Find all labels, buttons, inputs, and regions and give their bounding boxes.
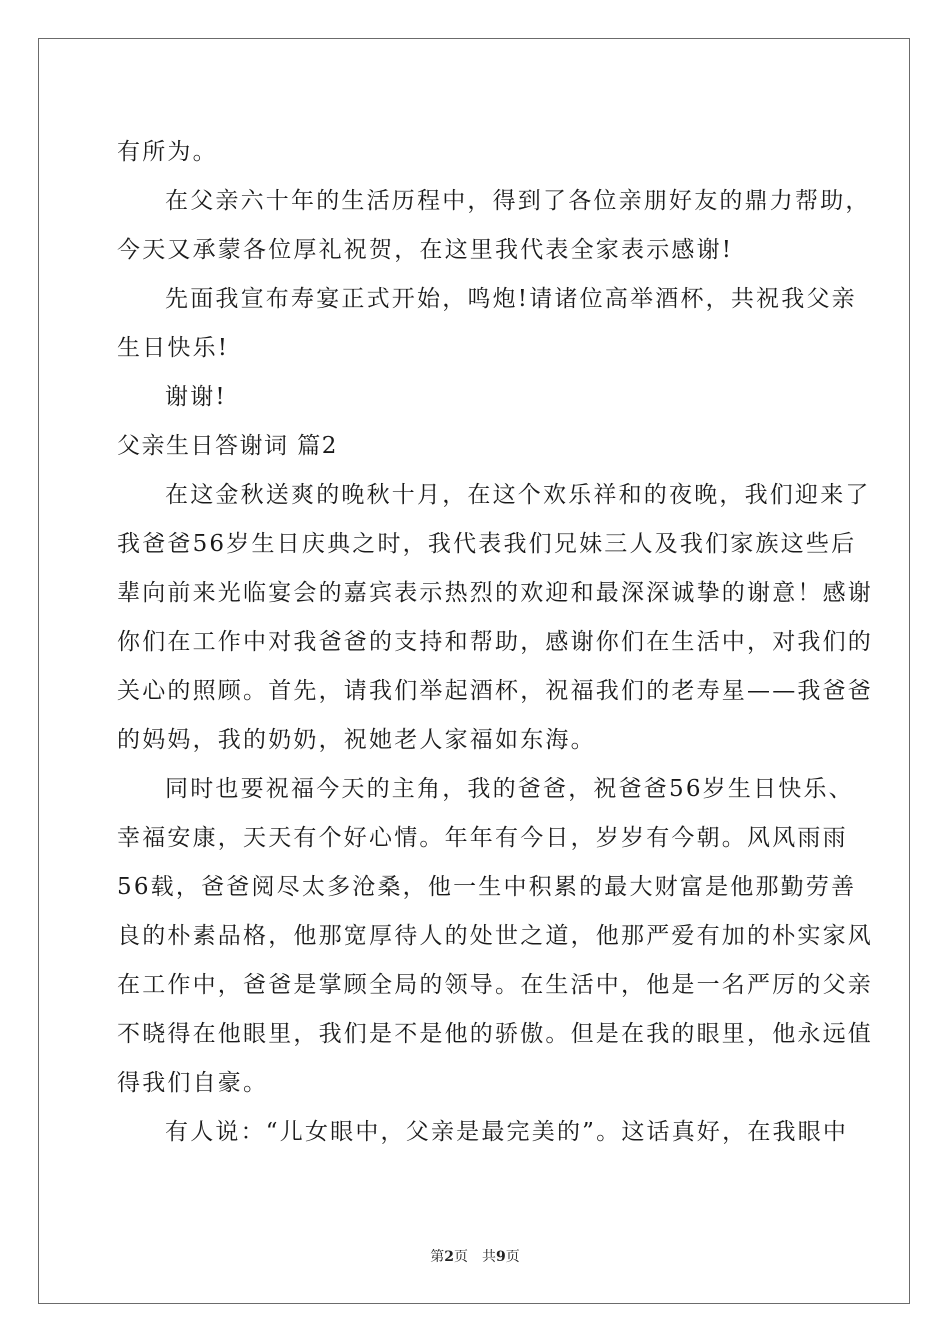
text-line: 在工作中，爸爸是掌顾全局的领导。在生活中，他是一名严厉的父亲: [117, 972, 873, 998]
page-prefix: 第: [430, 1249, 445, 1265]
text-line: 先面我宣布寿宴正式开始，鸣炮!请诸位高举酒杯，共祝我父亲: [165, 286, 857, 312]
text-line: 我爸爸56岁生日庆典之时，我代表我们兄妹三人及我们家族这些后: [117, 531, 857, 557]
text-line: 有所为。: [117, 139, 218, 165]
text-line: 辈向前来光临宴会的嘉宾表示热烈的欢迎和最深深诚挚的谢意！感谢: [117, 580, 873, 606]
page-mid: 页 共: [454, 1249, 496, 1265]
text-line: 良的朴素品格，他那宽厚待人的处世之道，他那严爱有加的朴实家风: [117, 923, 873, 949]
page-footer: [0, 1246, 950, 1266]
text-line: 你们在工作中对我爸爸的支持和帮助，感谢你们在生活中，对我们的: [117, 629, 873, 655]
text-line: 幸福安康，天天有个好心情。年年有今日，岁岁有今朝。风风雨雨: [117, 825, 848, 851]
section-heading: 父亲生日答谢词 篇2: [117, 433, 338, 459]
text-line: 谢谢!: [165, 384, 227, 410]
text-line: 有人说：“儿女眼中，父亲是最完美的”。这话真好，在我眼中: [165, 1119, 849, 1145]
text-line: 在这金秋送爽的晚秋十月，在这个欢乐祥和的夜晚，我们迎来了: [165, 482, 871, 508]
text-line: 的妈妈，我的奶奶，祝她老人家福如东海。: [117, 727, 596, 753]
page-suffix: 页: [505, 1249, 520, 1265]
text-line: 不晓得在他眼里，我们是不是他的骄傲。但是在我的眼里，他永远值: [117, 1021, 873, 1047]
text-line: 在父亲六十年的生活历程中，得到了各位亲朋好友的鼎力帮助，: [165, 188, 871, 214]
text-line: 关心的照顾。首先，请我们举起酒杯，祝福我们的老寿星——我爸爸: [117, 678, 873, 704]
text-line: 今天又承蒙各位厚礼祝贺，在这里我代表全家表示感谢!: [117, 237, 734, 263]
page-total: 9: [496, 1249, 506, 1265]
page-current: 2: [444, 1249, 454, 1265]
text-line: 同时也要祝福今天的主角，我的爸爸，祝爸爸56岁生日快乐、: [165, 776, 854, 802]
document-body: [117, 128, 873, 1157]
text-line: 56载，爸爸阅尽太多沧桑，他一生中积累的最大财富是他那勤劳善: [117, 874, 857, 900]
text-line: 得我们自豪。: [117, 1070, 269, 1096]
text-line: 生日快乐!: [117, 335, 230, 361]
